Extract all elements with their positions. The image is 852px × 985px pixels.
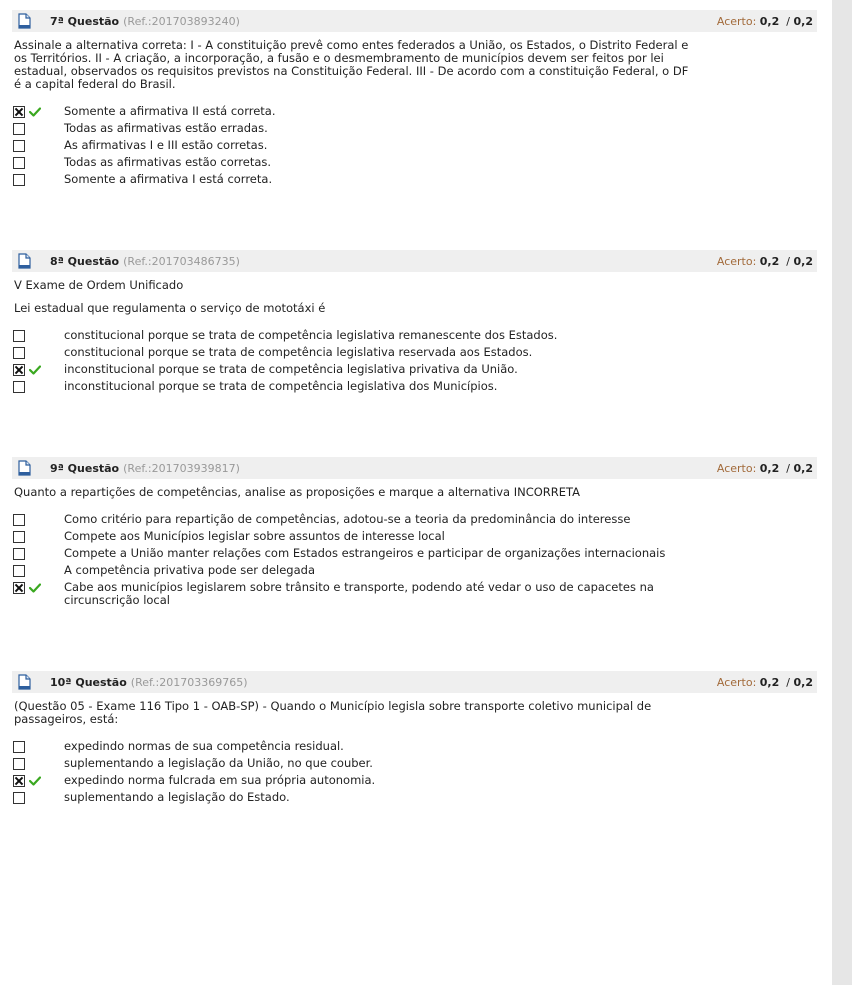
answer-option[interactable] [12,122,817,135]
checkbox-icon[interactable] [13,531,25,543]
document-icon [16,674,32,690]
option-marker [12,363,64,376]
question-score [717,15,813,28]
green-checkmark-icon [29,365,41,375]
option-marker [12,329,64,342]
option-text: Somente a afirmativa I está correta. [64,172,273,186]
option-marker [12,122,64,135]
document-icon [16,460,32,476]
score-value: 0,2 [759,14,780,28]
option-marker [12,791,64,804]
option-text: Somente a afirmativa II está correta. [64,104,276,118]
question-header [12,10,817,32]
option-marker [12,740,64,753]
option-marker [12,547,64,560]
checkbox-icon[interactable] [13,364,25,376]
answer-option[interactable] [12,380,817,393]
question-ref: (Ref.:201703893240) [123,14,240,28]
option-marker [12,173,64,186]
option-marker [12,346,64,359]
question-header [12,250,817,272]
question-number: 8ª Questão [50,254,120,268]
score-label: Acerto: [716,461,757,475]
question-text: Lei estadual que regulamenta o serviço de mototáxi é [14,301,326,315]
option-marker [12,105,64,118]
question-text: Assinale a alternativa correta: I - A constituição prevê como entes federados a União, os Estados, o Distrito Federal e os Territórios. II - A criação, a incorporação, a fusão e o desmembramento de municípios devem ser feitos por lei estadual, observados os requisitos previstos na Constituição Federal. III - De acordo com a constituição Federal, o DF é a capital federal do Brasil. [14,38,689,91]
option-text: suplementando a legislação do Estado. [64,790,290,804]
question-header [12,457,817,479]
score-separator: / [786,14,790,28]
score-value: 0,2 [759,254,780,268]
question-block [12,671,817,804]
answer-option[interactable] [12,513,817,526]
question-number: 9ª Questão [50,461,120,475]
question-ref: (Ref.:201703486735) [123,254,240,268]
option-text: inconstitucional porque se trata de competência legislativa dos Municípios. [64,379,498,393]
answer-option[interactable] [12,530,817,543]
question-header [12,671,817,693]
answer-option[interactable] [12,139,817,152]
score-label: Acerto: [716,254,757,268]
answer-option[interactable] [12,757,817,770]
checkbox-icon[interactable] [13,330,25,342]
score-label: Acerto: [716,675,757,689]
question-ref: (Ref.:201703369765) [130,675,248,689]
option-text: expedindo normas de sua competência residual. [64,739,344,753]
answer-option[interactable] [12,581,817,607]
question-block [12,457,817,607]
question-title [14,253,240,269]
option-text: Todas as afirmativas estão erradas. [64,121,268,135]
score-label: Acerto: [716,14,757,28]
answer-option[interactable] [12,774,817,787]
score-separator: / [786,254,790,268]
score-total: 0,2 [793,254,813,268]
option-text: constitucional porque se trata de competência legislativa remanescente dos Estados. [64,328,558,342]
option-text: Cabe aos municípios legislarem sobre trânsito e transporte, podendo até vedar o uso de capacetes na circunscrição local [64,580,654,607]
option-text: Compete aos Municípios legislar sobre assuntos de interesse local [64,529,445,543]
checkbox-icon[interactable] [13,106,25,118]
score-total: 0,2 [793,675,813,689]
option-marker [12,139,64,152]
score-value: 0,2 [759,675,780,689]
option-marker [12,513,64,526]
checkbox-icon[interactable] [13,123,25,135]
question-block [12,10,817,186]
answer-options [12,740,817,804]
option-marker [12,156,64,169]
question-title [14,13,240,29]
right-sidebar [832,0,852,985]
question-score [717,462,813,475]
checkbox-icon[interactable] [13,140,25,152]
checkbox-icon[interactable] [13,174,25,186]
option-text: inconstitucional porque se trata de competência legislativa privativa da União. [64,362,518,376]
option-marker [12,380,64,393]
checkbox-icon[interactable] [13,548,25,560]
option-text: A competência privativa pode ser delegada [64,563,315,577]
questions-list [12,10,817,868]
answer-option[interactable] [12,329,817,342]
option-text: constitucional porque se trata de competência legislativa reservada aos Estados. [64,345,533,359]
option-text: Compete a União manter relações com Estados estrangeiros e participar de organizações internacionais [64,546,666,560]
checkbox-icon[interactable] [13,775,25,787]
question-number: 7ª Questão [50,14,120,28]
answer-option[interactable] [12,173,817,186]
checkbox-icon[interactable] [13,514,25,526]
checkbox-icon[interactable] [13,157,25,169]
checkbox-icon[interactable] [13,565,25,577]
green-checkmark-icon [29,583,41,593]
question-score [717,255,813,268]
question-text: V Exame de Ordem Unificado [14,278,184,292]
question-ref: (Ref.:201703939817) [123,461,240,475]
answer-options [12,513,817,607]
option-text: suplementando a legislação da União, no que couber. [64,756,373,770]
question-text: (Questão 05 - Exame 116 Tipo 1 - OAB-SP) - Quando o Município legisla sobre transporte coletivo municipal de passageiros, está: [14,699,652,726]
score-separator: / [786,675,790,689]
answer-options [12,105,817,186]
answer-option[interactable] [12,363,817,376]
green-checkmark-icon [29,776,41,786]
answer-option[interactable] [12,740,817,753]
question-block [12,250,817,393]
answer-option[interactable] [12,346,817,359]
question-text: Quanto a repartições de competências, analise as proposições e marque a alternativa INCORRETA [14,485,581,499]
answer-option[interactable] [12,547,817,560]
score-value: 0,2 [759,461,780,475]
score-separator: / [786,461,790,475]
option-marker [12,757,64,770]
option-marker [12,774,64,787]
checkbox-icon[interactable] [13,381,25,393]
document-icon [16,13,32,29]
answer-option[interactable] [12,156,817,169]
option-text: Todas as afirmativas estão corretas. [64,155,272,169]
checkbox-icon[interactable] [13,347,25,359]
score-total: 0,2 [793,14,813,28]
checkbox-icon[interactable] [13,582,25,594]
question-number: 10ª Questão [50,675,127,689]
checkbox-icon[interactable] [13,792,25,804]
question-title [14,460,240,476]
answer-option[interactable] [12,791,817,804]
option-text: Como critério para repartição de competências, adotou-se a teoria da predominância do interesse [64,512,631,526]
option-text: expedindo norma fulcrada em sua própria autonomia. [64,773,376,787]
checkbox-icon[interactable] [13,758,25,770]
answer-options [12,329,817,393]
answer-option[interactable] [12,564,817,577]
option-marker [12,564,64,577]
option-marker [12,581,64,594]
question-score [717,676,813,689]
document-icon [16,253,32,269]
checkbox-icon[interactable] [13,741,25,753]
score-total: 0,2 [793,461,813,475]
question-title [14,674,248,690]
green-checkmark-icon [29,107,41,117]
option-marker [12,530,64,543]
option-text: As afirmativas I e III estão corretas. [64,138,268,152]
answer-option[interactable] [12,105,817,118]
